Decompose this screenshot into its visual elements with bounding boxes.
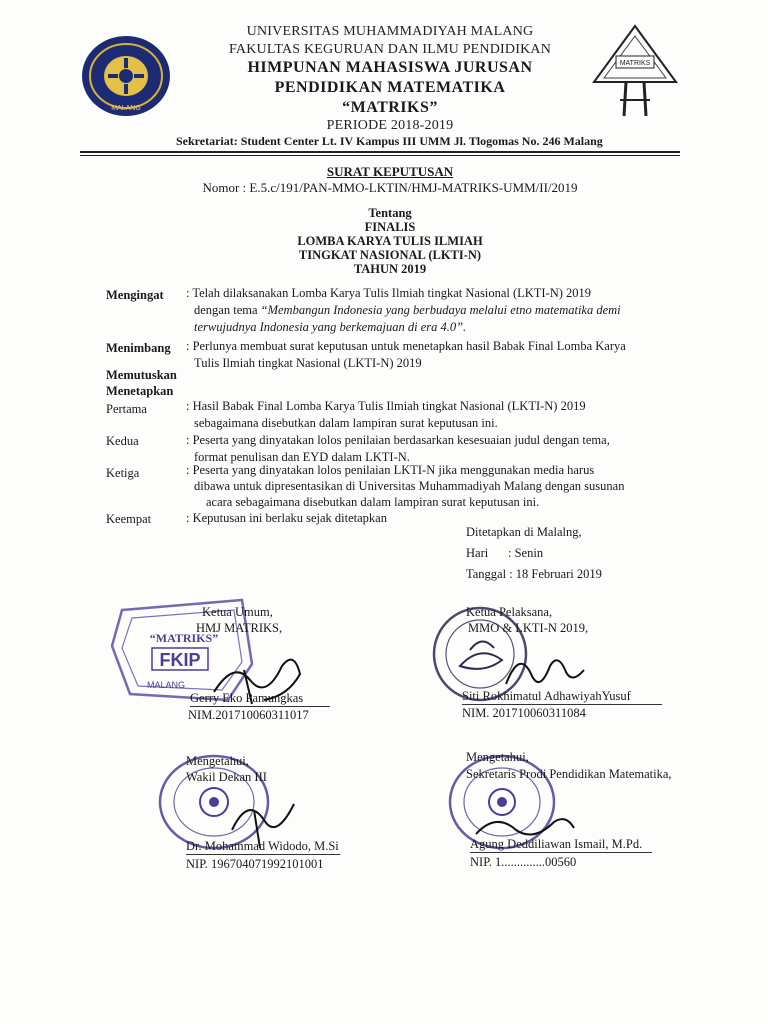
stamp-fkip-text: FKIP <box>159 650 201 670</box>
ketiga-text2: dibawa untuk dipresentasikan di Universitas Muhammadiyah Malang dengan susunan <box>194 479 625 493</box>
signoff-date: Tanggal : 18 Februari 2019 <box>466 567 602 581</box>
right-bottom-title1: Mengetahui, <box>466 750 529 764</box>
left-top-nim: NIM.201710060311017 <box>188 708 309 722</box>
left-top-title1: Ketua Umum, <box>202 605 273 619</box>
title-line3: TINGKAT NASIONAL (LKTI-N) <box>298 248 482 262</box>
left-bottom-nip: NIP. 196704071992101001 <box>186 857 324 871</box>
menimbang-label: Menimbang <box>106 341 171 355</box>
left-top-title2: HMJ MATRIKS, <box>196 621 283 635</box>
signoff-day-label: Hari <box>466 546 489 560</box>
doc-number: Nomor : E.5.c/191/PAN-MMO-LKTIN/HMJ-MATRIKS-UMM/II/2019 <box>202 180 578 195</box>
faculty-name: FAKULTAS KEGURUAN DAN ILMU PENDIDIKAN <box>228 42 552 57</box>
mengingat-text3: terwujudnya Indonesia yang berkemajuan di era 4.0”. <box>194 320 467 334</box>
right-bottom-title2: Sekretaris Prodi Pendidikan Matematika, <box>466 767 672 781</box>
title-line2: LOMBA KARYA TULIS ILMIAH <box>297 234 483 248</box>
right-top-nim: NIM. 201710060311084 <box>462 706 586 720</box>
signoff-place: Ditetapkan di Malalng, <box>466 525 582 539</box>
keempat-text: : Keputusan ini berlaku sejak ditetapkan <box>186 511 387 525</box>
svg-text:MATRIKS: MATRIKS <box>619 60 651 67</box>
tentang: Tentang <box>368 206 412 220</box>
ketiga-text3: acara sebagaimana disebutkan dalam lampiran surat keputusan ini. <box>206 495 540 509</box>
secretariat: Sekretariat: Student Center Lt. IV Kampus III UMM Jl. Tlogomas No. 246 Malang <box>176 134 603 148</box>
mengingat-label: Mengingat <box>106 288 164 302</box>
ketiga-label: Ketiga <box>106 466 140 480</box>
kedua-label: Kedua <box>106 434 139 448</box>
right-bottom-name: Agung Deddiliawan Ismail, M.Pd. <box>470 837 643 851</box>
stamp-matriks-text: “MATRIKS” <box>149 631 219 645</box>
pertama-text1: : Hasil Babak Final Lomba Karya Tulis Ilmiah tingkat Nasional (LKTI-N) 2019 <box>186 399 586 413</box>
left-bottom-title1: Mengetahui, <box>186 754 249 768</box>
kedua-text1: : Peserta yang dinyatakan lolos penilaian berdasarkan kesesuaian judul dengan tema, <box>186 433 610 447</box>
menimbang-text1: : Perlunya membuat surat keputusan untuk menetapkan hasil Babak Final Lomba Karya <box>186 339 626 353</box>
period: PERIODE 2018-2019 <box>326 118 454 133</box>
title-line4: TAHUN 2019 <box>353 262 427 276</box>
svg-text:MALANG: MALANG <box>111 105 141 112</box>
stamp-malang-text: MALANG <box>146 680 186 690</box>
signoff-day-value: : Senin <box>508 546 544 560</box>
left-bottom-name: Dr. Mohammad Widodo, M.Si <box>186 839 339 853</box>
university-name: UNIVERSITAS MUHAMMADIYAH MALANG <box>246 24 534 39</box>
mengingat-text2 <box>194 302 684 318</box>
org-line2: PENDIDIKAN MATEMATIKA <box>274 79 506 96</box>
right-top-title2: MMO & LKTI-N 2019, <box>468 621 589 635</box>
university-logo <box>80 34 172 118</box>
mengingat-text1: : Telah dilaksanakan Lomba Karya Tulis Ilmiah tingkat Nasional (LKTI-N) 2019 <box>186 286 592 300</box>
left-bottom-title2: Wakil Dekan III <box>186 770 267 784</box>
kedua-text2: format penulisan dan EYD dalam LKTI-N. <box>194 450 410 464</box>
right-bottom-name-underline <box>470 852 652 853</box>
memutuskan-label: Memutuskan <box>106 368 177 382</box>
ketiga-text1: : Peserta yang dinyatakan lolos penilaian LKTI-N jika menggunakan media harus <box>186 463 595 477</box>
right-top-name: Siti Rokhimatul AdhawiyahYusuf <box>462 689 631 703</box>
right-top-title1: Ketua Pelaksana, <box>466 605 553 619</box>
left-bottom-name-underline <box>186 854 340 855</box>
keempat-label: Keempat <box>106 512 152 526</box>
header-rule-thick <box>80 151 680 153</box>
pertama-label: Pertama <box>106 402 147 416</box>
org-line1: HIMPUNAN MAHASISWA JURUSAN <box>247 59 533 76</box>
right-bottom-nip: NIP. 1..............00560 <box>470 855 577 869</box>
menetapkan-label: Menetapkan <box>106 384 174 398</box>
mengingat-text2-prefix: dengan tema <box>194 303 261 317</box>
mengingat-theme: “Membangun Indonesia yang berbudaya melalui etno matematika demi <box>260 303 621 317</box>
pertama-text2: sebagaimana disebutkan dalam lampiran surat keputusan ini. <box>194 416 498 430</box>
header-rule-thin <box>80 155 680 156</box>
doc-type: SURAT KEPUTUSAN <box>326 164 454 179</box>
title-line1: FINALIS <box>364 220 416 234</box>
menimbang-text2: Tulis Ilmiah tingkat Nasional (LKTI-N) 2019 <box>194 356 422 370</box>
matriks-logo <box>590 22 680 118</box>
org-name: “MATRIKS” <box>342 99 438 116</box>
left-top-name: Gerry Eko Pamungkas <box>190 691 304 705</box>
